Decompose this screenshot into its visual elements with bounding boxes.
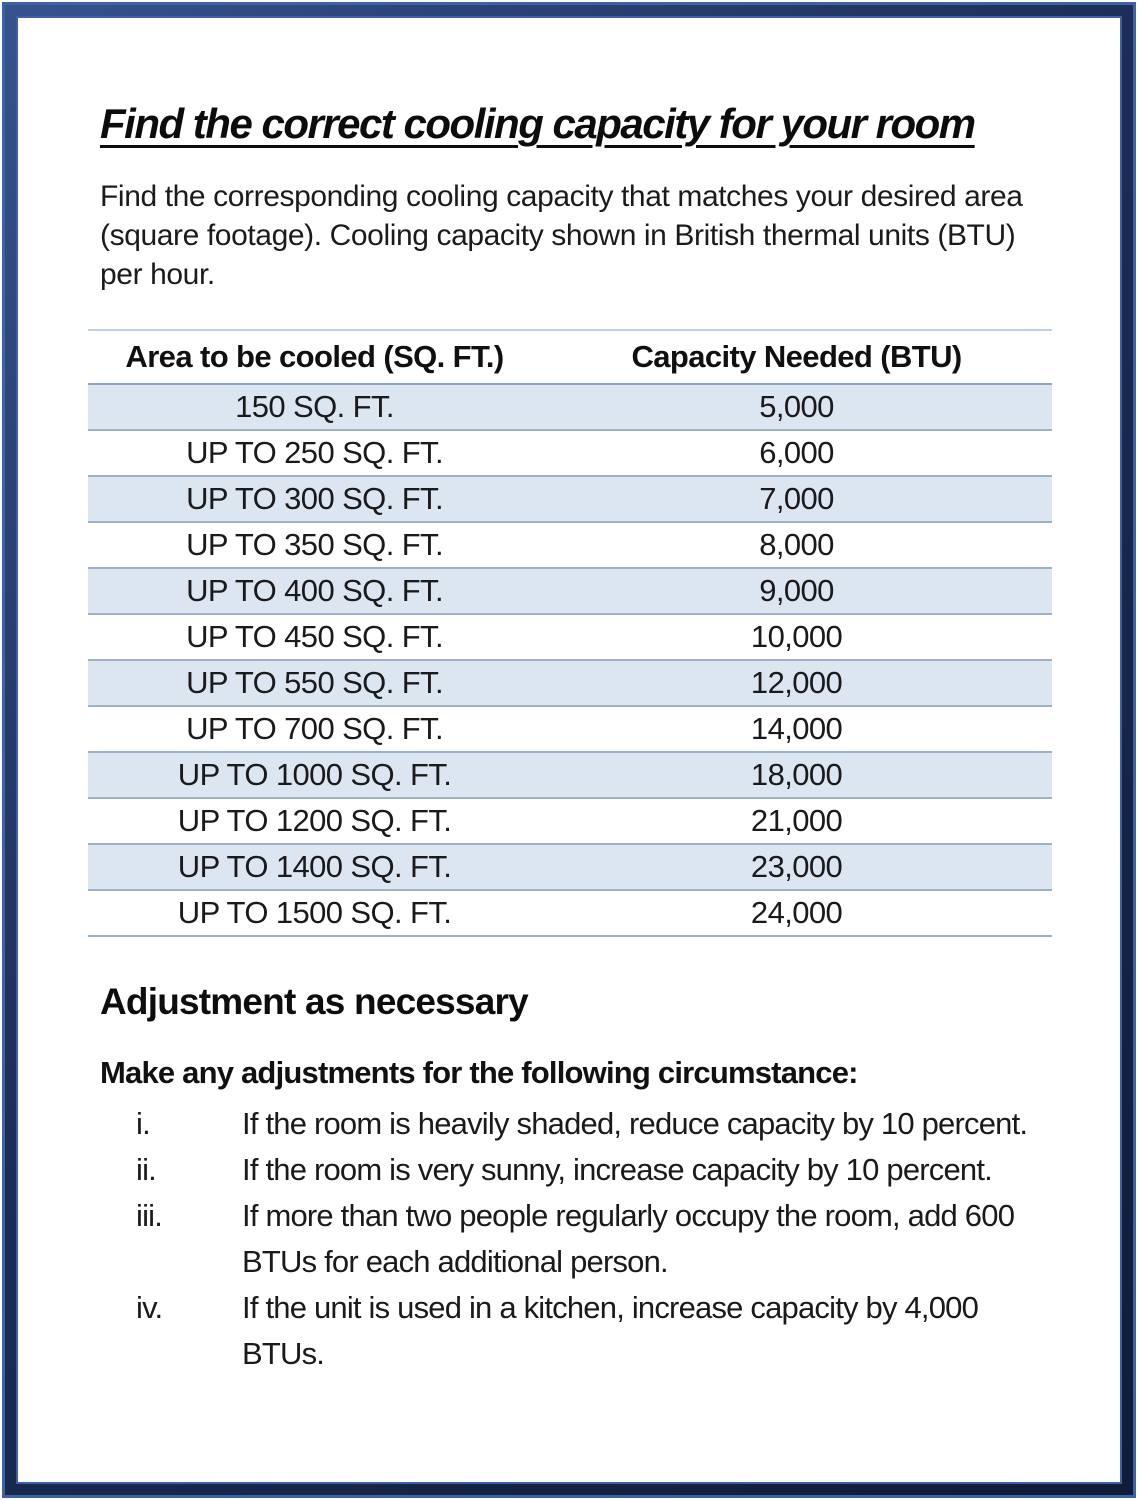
- roman-numeral: i.: [136, 1106, 150, 1141]
- table-row: [88, 660, 1052, 706]
- table-header-row: [88, 330, 1052, 384]
- area-cell: UP TO 550 SQ. FT.: [88, 660, 541, 706]
- adjustment-text: If more than two people regularly occupy the room, add 600 BTUs for each additional person.: [242, 1198, 1015, 1279]
- table-row: [88, 614, 1052, 660]
- table-row: [88, 568, 1052, 614]
- capacity-cell: 14,000: [541, 706, 1052, 752]
- table-row: [88, 476, 1052, 522]
- area-cell: UP TO 1400 SQ. FT.: [88, 844, 541, 890]
- cooling-capacity-table: [88, 329, 1052, 937]
- area-cell: UP TO 300 SQ. FT.: [88, 476, 541, 522]
- capacity-cell: 10,000: [541, 614, 1052, 660]
- table-row: [88, 890, 1052, 936]
- table-row: [88, 798, 1052, 844]
- column-header-capacity: Capacity Needed (BTU): [541, 330, 1052, 384]
- area-cell: UP TO 400 SQ. FT.: [88, 568, 541, 614]
- table-row: [88, 430, 1052, 476]
- page-frame: [2, 2, 1136, 1498]
- capacity-cell: 18,000: [541, 752, 1052, 798]
- capacity-cell: 23,000: [541, 844, 1052, 890]
- adjustment-item: [88, 1147, 1052, 1193]
- adjustment-text: If the unit is used in a kitchen, increase capacity by 4,000 BTUs.: [242, 1290, 979, 1371]
- adjustments-list: [88, 1101, 1052, 1377]
- capacity-cell: 7,000: [541, 476, 1052, 522]
- adjustment-text: If the room is very sunny, increase capacity by 10 percent.: [242, 1152, 992, 1187]
- table-row: [88, 384, 1052, 430]
- table-row: [88, 844, 1052, 890]
- area-cell: UP TO 700 SQ. FT.: [88, 706, 541, 752]
- area-cell: UP TO 250 SQ. FT.: [88, 430, 541, 476]
- capacity-cell: 9,000: [541, 568, 1052, 614]
- capacity-cell: 24,000: [541, 890, 1052, 936]
- adjustments-heading: Adjustment as necessary: [100, 981, 528, 1022]
- roman-numeral: ii.: [136, 1152, 156, 1187]
- page-frame-inner: [16, 16, 1122, 1484]
- table-row: [88, 706, 1052, 752]
- intro-paragraph: Find the corresponding cooling capacity that matches your desired area (square footage). Cooling capacity shown in British thermal units (BTU) per hour.: [100, 180, 1023, 291]
- area-cell: UP TO 450 SQ. FT.: [88, 614, 541, 660]
- adjustment-item: [88, 1285, 1052, 1377]
- area-cell: UP TO 350 SQ. FT.: [88, 522, 541, 568]
- capacity-cell: 12,000: [541, 660, 1052, 706]
- adjustment-item: [88, 1101, 1052, 1147]
- adjustment-text: If the room is heavily shaded, reduce capacity by 10 percent.: [242, 1106, 1028, 1141]
- adjustment-item: [88, 1193, 1052, 1285]
- capacity-cell: 5,000: [541, 384, 1052, 430]
- capacity-cell: 8,000: [541, 522, 1052, 568]
- table-row: [88, 752, 1052, 798]
- table-row: [88, 522, 1052, 568]
- area-cell: 150 SQ. FT.: [88, 384, 541, 430]
- area-cell: UP TO 1500 SQ. FT.: [88, 890, 541, 936]
- page-title: Find the correct cooling capacity for your room: [100, 100, 975, 147]
- column-header-area: Area to be cooled (SQ. FT.): [88, 330, 541, 384]
- document-content: [88, 98, 1052, 1377]
- capacity-cell: 21,000: [541, 798, 1052, 844]
- roman-numeral: iii.: [136, 1198, 163, 1233]
- area-cell: UP TO 1000 SQ. FT.: [88, 752, 541, 798]
- capacity-cell: 6,000: [541, 430, 1052, 476]
- area-cell: UP TO 1200 SQ. FT.: [88, 798, 541, 844]
- roman-numeral: iv.: [136, 1290, 163, 1325]
- adjustments-lead: Make any adjustments for the following circumstance:: [100, 1055, 858, 1090]
